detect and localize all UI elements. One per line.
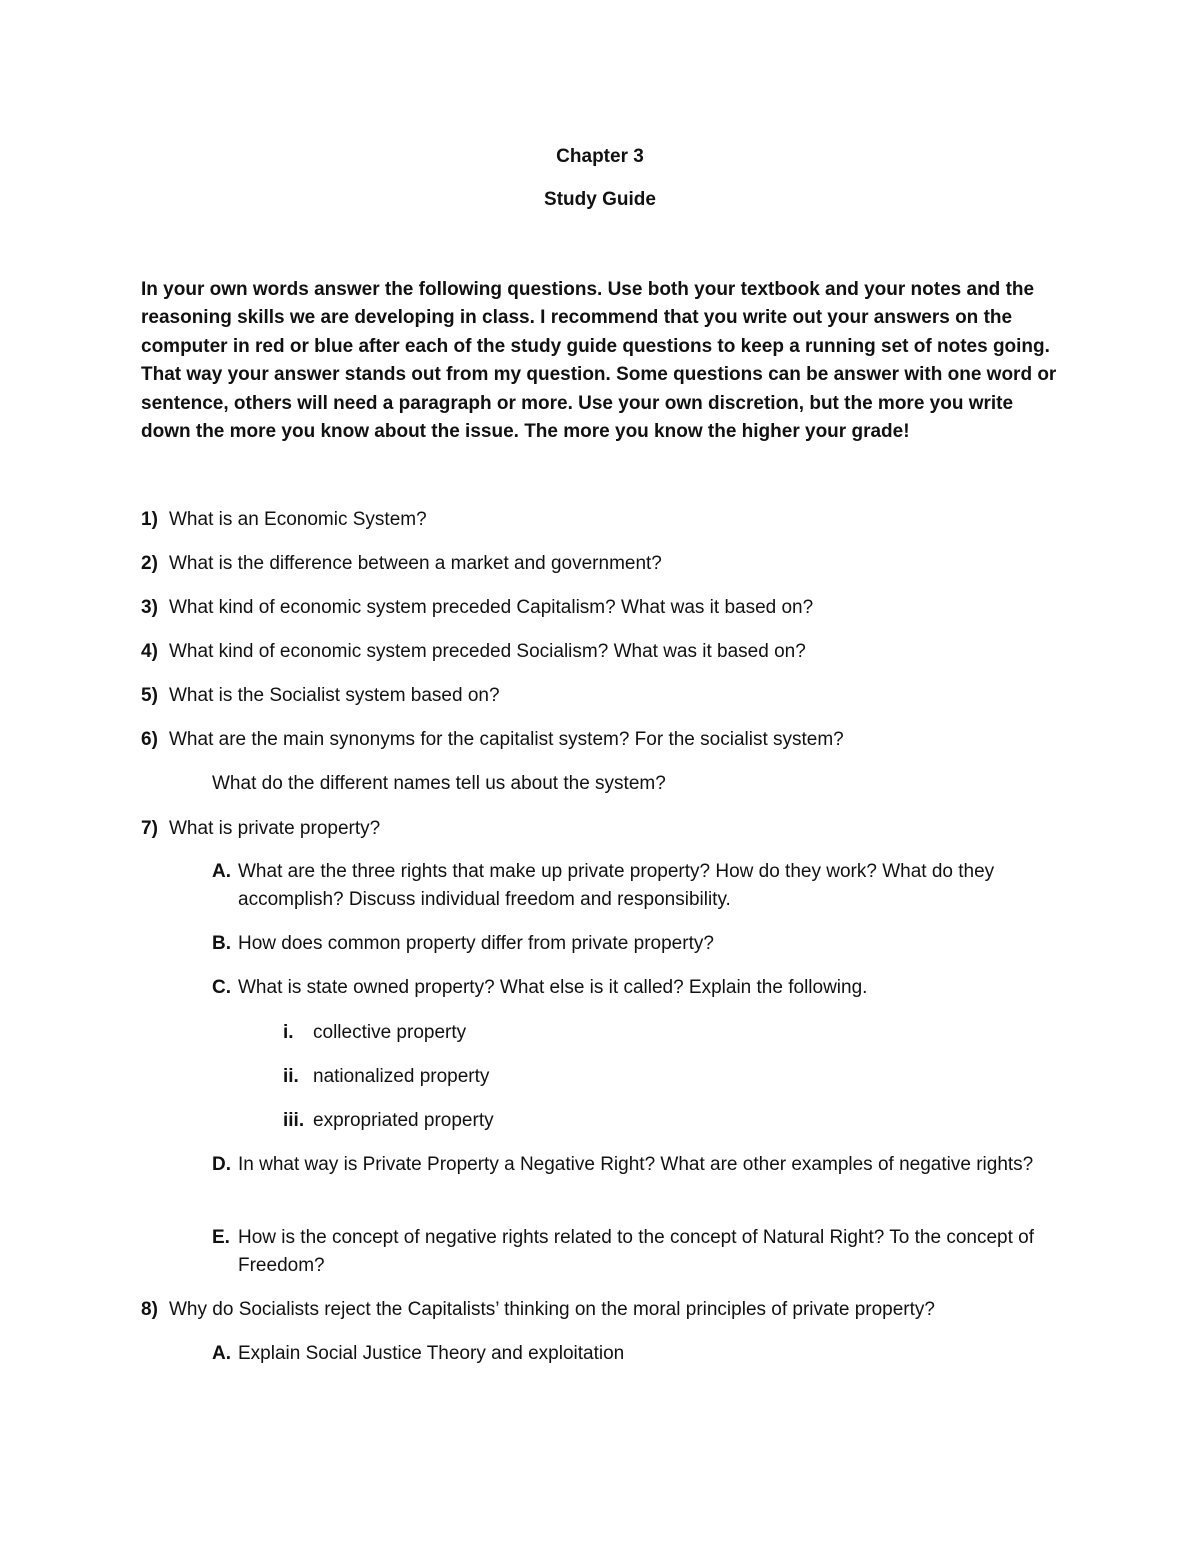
item-text: collective property [313,1022,467,1043]
question-number: 7) [141,818,158,839]
subquestion-text: How is the concept of negative rights related to the concept of Natural Right? To the concept of Freedom? [238,1227,1035,1277]
question-number: 8) [141,1299,158,1320]
document-title: Chapter 3 [556,146,644,167]
question-7d [212,1151,1062,1179]
question-text: What is an Economic System? [169,509,427,530]
question-2 [141,550,1081,578]
question-1 [141,506,1081,534]
question-4 [141,638,1081,666]
question-number: 1) [141,509,158,530]
subquestion-letter: C. [212,977,231,998]
subquestion-letter: E. [212,1227,230,1248]
subquestion-text: How does common property differ from private property? [238,933,714,954]
question-text: What is private property? [169,818,381,839]
question-8a [212,1340,1062,1368]
question-7a [212,858,1062,915]
question-text: What kind of economic system preceded Capitalism? What was it based on? [169,597,814,618]
instructions-paragraph: In your own words answer the following questions. Use both your textbook and your notes and the reasoning skills we are developing in class. I recommend that you write out your answers on the computer in red or blue after each of the study guide questions to keep a running set of notes going. That way your answer stands out from my question. Some questions can be answer with one word or sentence, others will need a paragraph or more. Use your own discretion, but the more you write down the more you know about the issue. The more you know the higher your grade! [141,279,1057,443]
subquestion-text: In what way is Private Property a Negative Right? What are other examples of negative rights? [238,1154,1034,1175]
item-numeral: ii. [283,1066,299,1087]
subquestion-letter: B. [212,933,231,954]
subquestion-text: What is state owned property? What else is it called? Explain the following. [238,977,868,998]
question-text: What are the main synonyms for the capitalist system? For the socialist system? [169,729,844,750]
question-5 [141,682,1081,710]
question-number: 4) [141,641,158,662]
question-6-followup: What do the different names tell us about the system? [212,773,666,794]
item-numeral: i. [283,1022,294,1043]
question-7c [212,974,1062,1002]
question-7 [141,815,1081,843]
question-7c-i [283,1019,1043,1047]
item-text: expropriated property [313,1110,494,1131]
subquestion-letter: D. [212,1154,231,1175]
question-6 [141,726,1081,754]
item-numeral: iii. [283,1110,305,1131]
question-8 [141,1296,1081,1324]
question-7c-ii [283,1063,1043,1091]
question-7e [212,1224,1062,1281]
subquestion-text: What are the three rights that make up private property? How do they work? What do they accomplish? Discuss individual freedom and responsibility. [238,861,995,911]
question-7b [212,930,1062,958]
subquestion-text: Explain Social Justice Theory and exploitation [238,1343,625,1364]
question-number: 3) [141,597,158,618]
question-7c-iii [283,1107,1043,1135]
subquestion-letter: A. [212,861,231,882]
subquestion-letter: A. [212,1343,231,1364]
document-subtitle: Study Guide [544,189,656,210]
question-text: What kind of economic system preceded Socialism? What was it based on? [169,641,806,662]
question-text: Why do Socialists reject the Capitalists’ thinking on the moral principles of private property? [169,1299,935,1320]
question-3 [141,594,1081,622]
question-number: 6) [141,729,158,750]
question-text: What is the difference between a market and government? [169,553,662,574]
question-number: 2) [141,553,158,574]
question-text: What is the Socialist system based on? [169,685,500,706]
item-text: nationalized property [313,1066,490,1087]
question-number: 5) [141,685,158,706]
